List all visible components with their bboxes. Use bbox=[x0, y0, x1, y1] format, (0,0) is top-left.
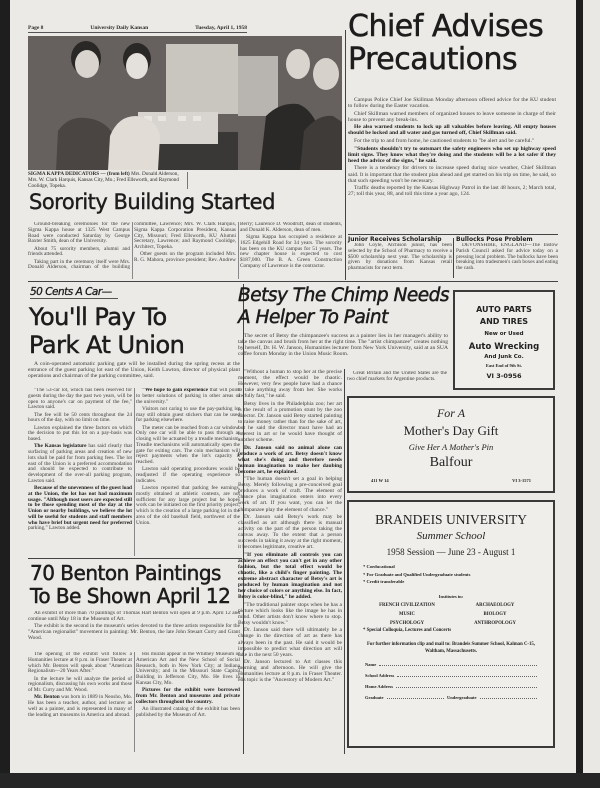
paragraph-text: has said clearly that surfacing of parking areas and creation of new lots shall be paid for from parking fees. The lot east of the Union is a preferred accommodation and should be expected to contribute to development of the over-all parking program, Lawton said. bbox=[28, 443, 133, 484]
paragraph-bold-lead: He also warned students to lock up all valuables before leaving. All empty houses should be locked and all water and gas turned off, Chief Skillman said. bbox=[348, 124, 556, 137]
ad-line: Mother's Day Gift bbox=[403, 423, 499, 438]
paragraph bbox=[238, 476, 342, 512]
paragraph-text: was born in 1889 in Neosho, Mo. He has been a teacher, author, and lecturer as well as a painter, and is represented in many of the leading art museums in America and abroad. bbox=[28, 694, 132, 718]
clip-form bbox=[349, 655, 553, 703]
benton-headline-line-2: To Be Shown April 12 bbox=[30, 584, 231, 608]
paragraph-text: Dr. Janson said Betsy's work may be classified as art although there is manual activity on the part of the person taking the canvas away. To the extent that a person succeeds in taking it away at the right moment, it becomes legitimate, creative art. bbox=[238, 514, 342, 551]
betsy-headline bbox=[238, 285, 449, 329]
paragraph-text: Visitors not caring to use the pay-parking lot may still obtain guest stickers that can be used for parking elsewhere. bbox=[136, 405, 240, 424]
paragraph-text: Dr. Janson lectured to Art classes this morning and afternoon. He will give the Humanities lecture at 8 p.m. in Fraser Theater. His topic is the "Ancestory of Modern Art." bbox=[238, 659, 342, 684]
divider bbox=[453, 238, 454, 278]
betsy-headline-line-2: A Helper To Paint bbox=[238, 307, 388, 328]
paragraph-text: DEVONSHIRE, ENGLAND—The Instow Parish Council asked for advice today on a pressing local problem. The bullocks have been breaking into tradesmen's cash boxes and eating the cash. bbox=[456, 243, 558, 271]
ad-business-name: Balfour bbox=[429, 455, 473, 470]
ad-auto-wrecking bbox=[453, 290, 555, 390]
parking-intro bbox=[28, 361, 240, 387]
paragraph-text: Other guests on the program included Mrs. R. G. Mahora, province president; Rev. Andrew Berry; Laurence D. Woodruff, dean of students, and Donald K. Alderson, dean of men. bbox=[134, 222, 342, 263]
paragraph bbox=[238, 627, 342, 657]
benton-headline bbox=[30, 562, 230, 608]
institute: MUSIC bbox=[399, 611, 415, 617]
paragraph-text: Lawton reported that parking fee earnings, mostly obtained at athletic contests, are not sufficient for any large project but he hopes work can be initiated on the first priority project, which is the creation of a large parking lot in the area of the old baseball field, northwest of the Union. bbox=[136, 485, 240, 526]
paragraph-bold-lead: "If you eliminate all controls you can achieve an effect you can't get in any other fashion, but the total effect would be chaotic, like a child's finger painting. The extreme abstract character of Betsy's art is produced by human imagination and not her choice of colors or anything else. In fact, Betsy is color-blind," he added. bbox=[238, 551, 342, 601]
paragraph bbox=[348, 97, 556, 109]
institute: BIOLOGY bbox=[483, 611, 507, 617]
betsy-intro bbox=[238, 333, 448, 367]
paragraph-bold-lead: "Students shouldn't try to outsmart the safety engineers who set up highway speed limit signs. They know what they're doing and the students will be a lot safer if they heed the advice of the signs," he said. bbox=[348, 145, 556, 164]
paragraph-text: Ground-breaking ceremonies for the new Sigma Kappa house at 1325 West Campus Road were conducted Saturday by George Baxter Smith, dean of the University. bbox=[28, 222, 130, 245]
paragraph-text: Chief Skillman warned members of organized houses to leave someone in charge of their house to prevent any break-ins. bbox=[348, 110, 556, 123]
ad-phone: VI 3-0956 bbox=[486, 372, 522, 380]
paragraph bbox=[238, 369, 342, 399]
paragraph-text: An illustrated catalog of the exhibit has been published by the Museum of Art. bbox=[136, 705, 240, 718]
column-divider bbox=[345, 30, 346, 280]
undergraduate-field[interactable] bbox=[480, 692, 538, 699]
paragraph-bold-lead: Pictures for the exhibit were borrowed from Mr. Benton and museums and private collectors throughout the country. bbox=[136, 687, 240, 705]
paragraph-bold-lead: The Kansas legislature bbox=[34, 443, 87, 450]
paragraph bbox=[348, 165, 556, 183]
paragraph bbox=[238, 445, 342, 475]
chief-headline-line-2: Precautions bbox=[348, 42, 518, 77]
page-number: Page 8 bbox=[28, 25, 44, 31]
paragraph-text: John Coyle, Atchison junior, has been selected by the School of Pharmacy to receive a $500 scholarship next year. The scholarship is given by donations from Kansas retail pharmacists for next term. bbox=[348, 243, 452, 271]
bullocks-body bbox=[456, 243, 558, 279]
ad-title: BRANDEIS UNIVERSITY bbox=[375, 512, 527, 527]
institute: ANTHROPOLOGY bbox=[474, 620, 516, 626]
paragraph-text: Lawton said operating procedures would be readjusted if the operating experience so indicates. bbox=[136, 466, 240, 484]
form-label: Name bbox=[365, 661, 377, 667]
sorority-article-body bbox=[28, 222, 342, 279]
benton-article-body bbox=[28, 652, 240, 752]
paragraph bbox=[28, 247, 130, 259]
ad-subtitle: Summer School bbox=[416, 530, 486, 542]
paragraph bbox=[348, 111, 556, 123]
graduate-field[interactable] bbox=[387, 692, 445, 699]
paragraph bbox=[348, 243, 452, 272]
paragraph-bold-lead: "We hope to gain experience bbox=[142, 388, 208, 393]
paragraph bbox=[28, 361, 240, 379]
home-address-field[interactable] bbox=[396, 681, 537, 688]
paragraph bbox=[136, 688, 240, 705]
paragraph bbox=[136, 426, 240, 466]
paragraph bbox=[238, 552, 342, 600]
ad-bullet: * Coeducational bbox=[363, 564, 395, 569]
parking-article-body bbox=[28, 388, 240, 556]
filler-item bbox=[347, 371, 447, 391]
ad-line: Give Her A Mother's Pin bbox=[408, 442, 494, 452]
bullocks-article bbox=[456, 236, 558, 279]
parking-kicker: 50 Cents A Car— bbox=[30, 286, 118, 299]
paragraph bbox=[136, 486, 240, 526]
ad-line: For A bbox=[436, 406, 466, 420]
ad-business-name-2: And Junk Co. bbox=[484, 354, 524, 360]
paragraph bbox=[136, 707, 240, 719]
paragraph-text: Campus Police Chief Joe Skillman Monday afternoon offered advice for the KU student to follow during the Easter vacation. bbox=[348, 97, 556, 110]
ad-address: East End of 9th St. bbox=[485, 363, 523, 368]
paragraph bbox=[348, 185, 556, 197]
paragraph-text: "Without a human to stop her at the precise moment, the effect would be chaotic. However, very few people have had a chance to take anything away from her. She works awfully fast," he said. bbox=[238, 369, 342, 400]
ad-bullet: * Credit transferable bbox=[363, 579, 405, 584]
paragraph bbox=[240, 235, 342, 270]
paragraph-text: There is a tendency for drivers to increase speed during nice weather, Chief Skillman said. It is important that the student plan ahead and get started on his trip on time, he said, so that such speeding won't be necessary. bbox=[348, 165, 556, 184]
paragraph-text: The opening of the exhibit will follow a Humanities lecture at 8 p.m. in Fraser Theater at which Mr. Benton will speak about "American Regionalism—20 Years After." bbox=[28, 652, 132, 675]
divider bbox=[348, 234, 558, 235]
paragraph bbox=[348, 124, 556, 136]
paragraph-text: For the trip to and from home, he cautioned students to "be alert and be careful." bbox=[354, 138, 535, 145]
paragraph-bold-lead: Because of the unevenness of the guest load at the Union, the lot has not had maximum usage. "Although most users are expected still to be those spending most of the day at the Union or nearby buildings, we believe the lot will be useful for students and staff members who have brief but urgent need for preferred bbox=[28, 485, 132, 526]
paragraph-text: The exhibit is the second in the museum's series devoted to the three artists responsible for the "American regionalist" movement in painting: Mr. Benton, the late John Steuart Curry and Grant Wood. bbox=[28, 623, 240, 642]
issue-date: Tuesday, April 1, 1958 bbox=[195, 25, 247, 31]
paragraph-text: The meter can be reached from a car window. Only one car will be able to pass through as closing will be actuated by a treadle mechanism. Treadle mechanisms will automatically open the gate for exiting cars. The coin mechanism will reject payments when the lot's capacity is reached. bbox=[136, 424, 240, 465]
form-label: Graduate bbox=[365, 694, 384, 700]
parking-headline-line-1: You'll Pay To bbox=[29, 303, 167, 331]
institute: ARCHAEOLOGY bbox=[475, 602, 515, 608]
scan-border bbox=[0, 773, 600, 788]
paragraph-text: Traffic deaths reported by the Kansas Highway Patrol in the last 48 hours, 2; March total, 27; toll this year, 88, and toll this time a year ago, 124. bbox=[348, 185, 556, 198]
scholarship-body bbox=[348, 243, 452, 279]
paragraph bbox=[348, 138, 556, 144]
scholarship-headline: Junior Receives Scholarship bbox=[348, 236, 442, 243]
ad-phone: VI 3-1571 bbox=[512, 478, 531, 483]
sorority-headline: Sorority Building Started bbox=[29, 190, 275, 214]
paragraph bbox=[28, 444, 132, 484]
paragraph-text: "The 53-car lot, which has been reserved for guests during the day the past two years, will be open to anyone's car on payment of the fee," Lawton said. bbox=[28, 388, 132, 411]
form-label: Undergraduate bbox=[447, 694, 477, 700]
photo-caption bbox=[28, 172, 342, 189]
paragraph-text: About 75 sorority members, alumni and friends attended. bbox=[28, 245, 130, 258]
bullocks-headline: Bullocks Pose Problem bbox=[456, 236, 533, 243]
paragraph bbox=[238, 602, 342, 626]
paragraph-text: parking," Lawton added. bbox=[28, 525, 81, 532]
paragraph-text: The fee will be 50 cents throughout the 24 hours of the day, with no limit on time. bbox=[28, 411, 132, 424]
masthead bbox=[28, 25, 247, 33]
institutes-list bbox=[349, 601, 553, 628]
paragraph-text: Dr. Janson said there will ultimately be a change in the direction of art as there has always been in the past. He said it would be impossible to predict what direction art will take in the next 50 years. bbox=[238, 627, 342, 658]
paragraph bbox=[28, 611, 240, 623]
paragraph-text: Sigma Kappa has occupied a residence at 1625 Edgehill Road for 34 years. The sorority has been on the KU campus for 51 years. The new chapter house is expected to cost $187,000. The B. A. Green Construction Company of Lawrence is the contractor. bbox=[240, 234, 342, 269]
paragraph-text: His murals appear in the Whitney Museum of American Art and the New School of Social Research, both in New York City; at Indiana University; and in the Missouri State Capitol Building in Jefferson City, Mo. He lives in Kansas City, Mo. bbox=[136, 652, 240, 686]
paragraph bbox=[348, 146, 556, 164]
paragraph bbox=[28, 222, 130, 245]
school-address-field[interactable] bbox=[397, 670, 537, 677]
ad-line: AUTO PARTS bbox=[476, 305, 532, 314]
paragraph-text: Great Britain and the United States are the two chief markets for Argentine products. bbox=[347, 371, 447, 382]
scholarship-article bbox=[348, 236, 452, 279]
paragraph bbox=[28, 695, 132, 718]
paragraph bbox=[136, 652, 240, 687]
paragraph bbox=[456, 243, 558, 272]
paragraph bbox=[136, 407, 240, 424]
paragraph-text: The secret of Betsy the chimpanzee's success as a painter lies in her manager's ability to take the canvas and brush from her at the right time. The "artist chimpanzee" creates nothing by herself, Dr. H. W. Janson, Humanities lecturer from New York University, said at an SUA coffee forum Monday in the Union Music Room. bbox=[238, 333, 448, 357]
chief-headline bbox=[348, 10, 543, 76]
paragraph bbox=[28, 624, 240, 642]
ad-address: 411 W 14 bbox=[371, 478, 389, 483]
paragraph bbox=[28, 413, 132, 425]
ad-mail-info: For further information clip and mail to: Brandeis Summer School, Kalman C-15, Waltham, Massachusetts. bbox=[366, 641, 536, 654]
institutes-label: Institutes in: bbox=[438, 593, 464, 599]
paragraph-text: "The traditional painter stops when he has a picture which looks like the image he has in mind. Other artists don't know where to stop. Betsy wouldn't know." bbox=[238, 601, 342, 626]
ad-bullet: * Special Colloquia, Lectures and Concerts bbox=[363, 627, 452, 633]
paragraph bbox=[28, 652, 132, 675]
ad-brandeis bbox=[347, 500, 555, 748]
parking-headline-line-2: Park At Union bbox=[29, 331, 185, 359]
paragraph bbox=[28, 426, 132, 443]
form-label: School Address bbox=[365, 672, 395, 678]
paragraph bbox=[238, 659, 342, 683]
paper-name: University Daily Kansan bbox=[90, 25, 149, 31]
paragraph-text: Lawton explained the three factors on which the decision to put this lot on a pay-basis was based. bbox=[28, 424, 132, 442]
paragraph-text: In the lecture he will analyze the period of regionalism, discussing his own works and those of Mr. Curry and Mr. Wood. bbox=[28, 675, 132, 693]
ad-bullet: * For Graduate and Qualified Undergraduate students bbox=[363, 571, 471, 577]
ad-business-name: Auto Wrecking bbox=[468, 342, 540, 352]
paragraph-text: A coin-operated automatic parking gate will be installed during the spring recess at the entrance of the guest parking lot east of the Union, Keith Lawton, director of physical plant operations and chairman of the parking committee, said. bbox=[28, 361, 240, 379]
ad-bullets bbox=[349, 563, 553, 586]
paragraph-text: "The human doesn't set a goal in helping Betsy. Merely following a pre-conceived goal produces a work of craft. The element of chance plus imagination enters into every work of art. If you want, you can let the chimpanzee play the element of chance." bbox=[238, 476, 342, 513]
paragraph bbox=[238, 401, 342, 443]
caption-text: Mrs. Donald Alderson, Mrs. W. Clark Harquis, Kansas City, Mo.; Fred Ellsworth, and Raymond Coolidge, Topeka. bbox=[28, 171, 179, 189]
parking-headline bbox=[29, 303, 184, 359]
benton-intro bbox=[28, 611, 240, 651]
paragraph bbox=[28, 388, 132, 411]
paragraph bbox=[136, 388, 240, 405]
form-label: Home Address bbox=[365, 683, 394, 689]
paragraph bbox=[238, 333, 448, 357]
benton-headline-line-1: 70 Benton Paintings bbox=[30, 561, 221, 585]
paragraph-bold-lead: Mr. Benton bbox=[34, 694, 60, 701]
institute: PSYCHOLOGY bbox=[389, 620, 425, 626]
chief-article-body bbox=[348, 97, 556, 233]
name-field[interactable] bbox=[379, 659, 537, 666]
paragraph bbox=[28, 677, 132, 694]
betsy-article-body bbox=[238, 369, 342, 752]
paragraph bbox=[347, 371, 447, 383]
paragraph bbox=[238, 514, 342, 550]
divider bbox=[28, 558, 242, 559]
column-divider bbox=[344, 369, 345, 754]
ad-line: AND TIRES bbox=[479, 317, 529, 326]
section-divider bbox=[28, 281, 558, 282]
ad-session-dates: 1958 Session — June 23 - August 1 bbox=[386, 547, 516, 557]
paragraph-text: An exhibit of more than 70 paintings of Thomas Hart Benton will open at 9 p.m. April 12 and continue until May 18 in the Museum of Art. bbox=[28, 611, 240, 622]
chief-headline-line-1: Chief Advises bbox=[348, 9, 544, 44]
newspaper-page bbox=[10, 0, 576, 773]
paragraph-text: that will point to better solutions of parking in other areas of the university." bbox=[136, 388, 240, 405]
paragraph-bold-lead: Dr. Janson said no animal alone can produce a work of art. Betsy doesn't know what she's doing and therefore needs human imagination to make her daubing become art, he explained. bbox=[238, 444, 342, 475]
paragraph bbox=[28, 486, 132, 532]
ad-balfour bbox=[347, 396, 555, 493]
betsy-headline-line-1: Betsy The Chimp Needs bbox=[238, 285, 449, 306]
paragraph-text: Betsy lives in the Philadelphia zoo; her art is the result of a promotion stunt by the zoo director. Dr. Janson said Betsy started painting to raise money rather than for the sake of art, but he said the director must have had an interest in art or he would have thought of another scheme. bbox=[238, 400, 342, 444]
paragraph-text: Taking part in the ceremony itself were Mrs. Donald Alderson, chairman of the building committee, Lawrence; Mrs. W. Clark Harquis, Sigma Kappa Corporation President, Kansas City, Missouri; Fred Ellsworth, KU Alumni Secretary, Lawrence; and Raymond Coolidge, Architect, Topeka. bbox=[28, 222, 236, 271]
photo-sigma-kappa-dedicators bbox=[28, 36, 342, 170]
paragraph bbox=[136, 467, 240, 484]
caption-lead: SIGMA KAPPA DEDICATORS — (from left) bbox=[28, 171, 130, 177]
ad-line: New or Used bbox=[484, 331, 524, 337]
adjacent-page-edge bbox=[583, 0, 600, 773]
institute: FRENCH CIVILIZATION bbox=[379, 602, 435, 608]
